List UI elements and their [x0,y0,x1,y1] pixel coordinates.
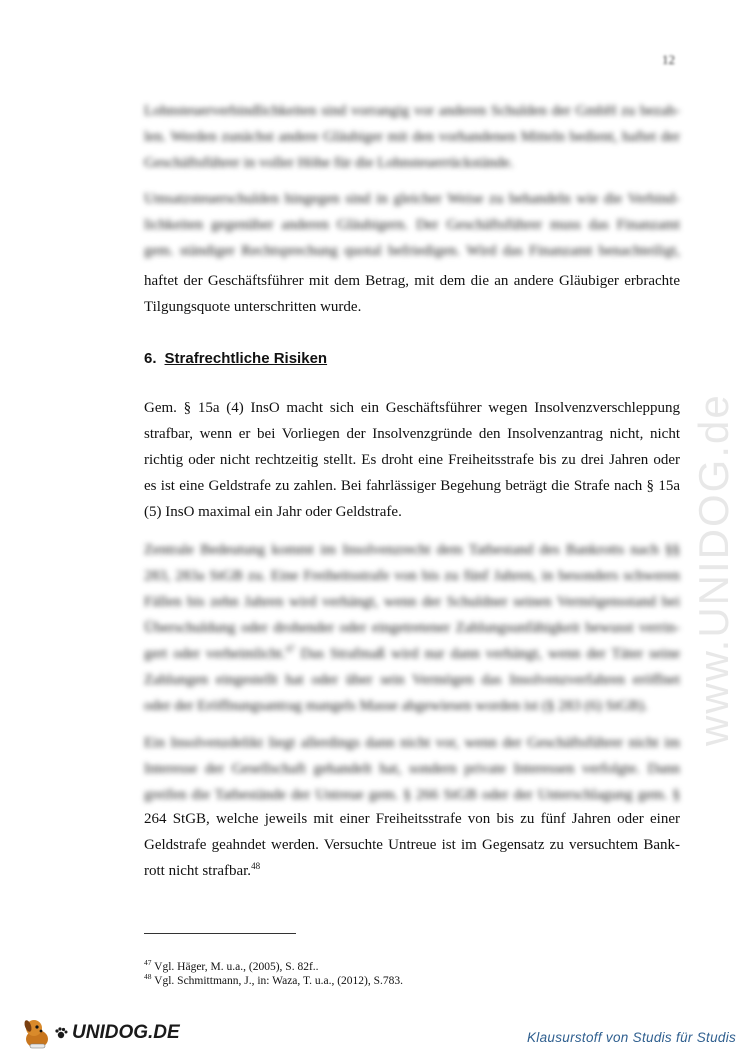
text-line: Überschuldung oder drohender oder eingetretener Zahlungsunfähigkeit bewusst verrin- [144,620,680,636]
footnote-ref-47: 47 [285,644,295,654]
logo-text: UNIDOG.DE [72,1022,180,1043]
paragraph-insolvenzverschleppung [144,395,680,525]
footnote-divider [144,933,296,934]
footnote-47 [144,960,319,974]
text-line: Geschäftsführer in voller Höhe für die Lohnsteuerrückstände. [144,155,514,171]
text-fragment: gert oder verheimlicht. [144,646,286,662]
footnote-48 [144,974,403,988]
text-line: len. Werden zunächst andere Gläubiger mit den vorhandenen Mitteln bedient, haftet der [144,129,680,145]
heading-title: Strafrechtliche Risiken [164,350,328,367]
text-line: gem. ständiger Rechtsprechung quotal befriedigen. Wird das Finanzamt benachteiligt, [144,243,680,259]
paragraph-untreue-blurred [144,730,680,808]
text-line: richtig oder nicht rechtzeitig stellt. Es droht eine Freiheitsstrafe bis zu drei Jahren oder [144,452,680,468]
text-line: 283, 283a StGB zu. Eine Freiheitsstrafe von bis zu fünf Jahren, in besonders schweren [144,568,680,584]
footnote-ref-48: 48 [251,861,261,871]
paragraph-untreue [144,806,680,884]
paragraph-umsatzsteuer-blurred [144,186,680,264]
text-line: Zahlungen eingestellt hat oder über sein Vermögen das Insolvenzverfahren eröffnet [144,672,680,688]
text-line [144,858,680,884]
text-line: lichkeiten gegenüber anderen Gläubigern. Der Geschäftsführer muss das Finanzamt [144,217,680,233]
paragraph-lohnsteuer [144,98,680,176]
footnote-number: 47 [144,958,152,968]
text-line: (5) InsO maximal ein Jahr oder Geldstrafe. [144,504,402,520]
text-line: Lohnsteuerverbindlichkeiten sind vorrangig vor anderen Schulden der GmbH zu bezah- [144,103,680,119]
text-line: 264 StGB, welche jeweils mit einer Freiheitsstrafe von bis zu fünf Jahren oder einer [144,811,680,827]
text-line: Interesse der Gesellschaft gehandelt hat, sondern private Interessen verfolgte. Dann [144,761,680,777]
text-line: Umsatzsteuerschulden hingegen sind in gleicher Weise zu behandeln wie die Verbind- [144,191,680,207]
text-line: haftet der Geschäftsführer mit dem Betrag, mit dem die an andere Gläubiger erbrachte [144,273,680,289]
text-line: strafbar, wenn er bei Vorliegen der Insolvenzgründe den Insolvenzantrag nicht, nicht [144,426,680,442]
footnote-text: Vgl. Häger, M. u.a., (2005), S. 82f.. [154,961,319,973]
text-line: Zentrale Bedeutung kommt im Insolvenzrecht dem Tatbestand des Bankrotts nach §§ [144,542,680,558]
dog-icon [20,1015,54,1051]
text-line: Geldstrafe geahndet werden. Versuchte Untreue ist im Gegensatz zu versuchtem Bank- [144,837,680,853]
watermark: www.UNIDOG.de [690,393,737,746]
text-line: Gem. § 15a (4) InsO macht sich ein Geschäftsführer wegen Insolvenzverschleppung [144,400,680,416]
text-fragment: rott nicht strafbar. [144,863,252,879]
text-line: Fällen bis zehn Jahren wird verhängt, wenn der Schuldner seinen Vermögensstand bei [144,594,680,610]
paragraph-umsatzsteuer [144,268,680,320]
tagline: Klausurstoff von Studis für Studis [527,1030,737,1045]
text-line: greifen die Tatbestände der Untreue gem. § 266 StGB oder der Unterschlagung gem. § [144,787,680,803]
text-line: oder der Eröffnungsantrag mangels Masse abgewiesen worden ist (§ 283 (6) StGB). [144,698,648,714]
heading-number: 6. [144,350,157,367]
text-line: Ein Insolvenzdelikt liegt allerdings dann nicht vor, wenn der Geschäftsführer nicht im [144,735,680,751]
text-line: Tilgungsquote unterschritten wurde. [144,299,362,315]
footnote-text: Vgl. Schmittmann, J., in: Waza, T. u.a., (2012), S.783. [154,975,404,987]
section-heading [144,350,327,367]
footnote-number: 48 [144,972,152,982]
page-number: 12 [662,52,675,67]
paragraph-bankrott [144,537,680,719]
text-line [144,641,680,667]
text-line: es ist eine Geldstrafe zu zahlen. Bei fahrlässiger Begehung beträgt die Strafe nach § 15a [144,478,680,494]
unidog-logo [20,1013,180,1053]
paw-icon [54,1026,68,1040]
text-fragment: Das Strafmaß wird nur dann verhängt, wenn der Täter seine [294,646,680,662]
